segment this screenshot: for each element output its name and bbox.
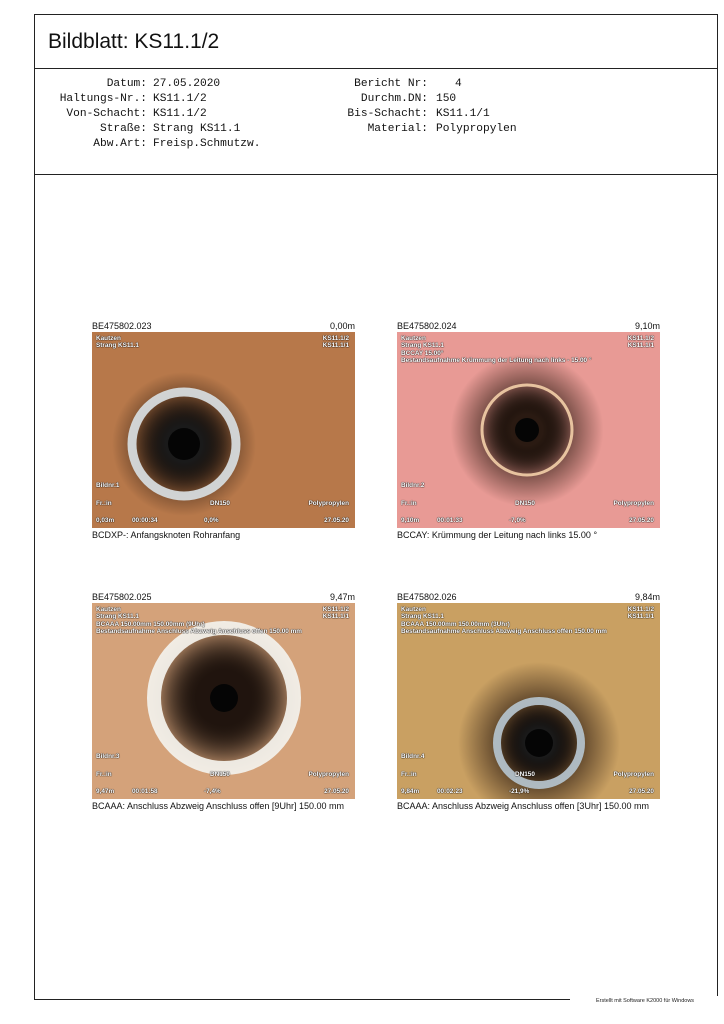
osd-bild: Bildnr.1 (96, 482, 120, 489)
osd-dn: DN150 (210, 771, 230, 778)
osd-dn: DN150 (515, 771, 535, 778)
pipe-vanishing-point (515, 418, 539, 442)
osd-tl: Kautzen Strang KS11.1 BCAAA 150.00mm 150.00mm (3Uhr) (401, 606, 510, 628)
inspection-photo[interactable] (397, 603, 660, 799)
datum-value: 27.05.2020 (153, 78, 221, 90)
osd-date: 27.05.20 (629, 517, 654, 524)
von-schacht-label: Von-Schacht: (66, 108, 147, 120)
pipe-photo-image (92, 332, 355, 528)
osd-date: 27.05.20 (324, 788, 349, 795)
osd-slope: -7,4% (204, 788, 221, 795)
photo-id: BE475802.025 (92, 592, 152, 602)
material-label: Material: (367, 123, 428, 135)
pipe-vanishing-point (168, 428, 200, 460)
osd-obs: Bestandsaufnahme Anschluss Abzweig Anschluss offen 150.00 mm (96, 628, 302, 636)
photo-block (92, 320, 355, 541)
info-row-material (35, 122, 428, 137)
photo-caption: BCAAA: Anschluss Abzweig Anschluss offen [9Uhr] 150.00 mm (92, 801, 344, 811)
osd-slope: -7,0% (509, 517, 526, 524)
bericht-value: 4 (455, 78, 462, 90)
info-row-bericht (35, 77, 428, 92)
photo-id: BE475802.026 (397, 592, 457, 602)
osd-slope: 0,0% (204, 517, 219, 524)
photo-block (397, 320, 660, 541)
material-value: Polypropylen (436, 123, 517, 135)
pipe-vanishing-point (525, 729, 553, 757)
info-block (35, 69, 717, 175)
osd-mat: Polypropylen (308, 771, 349, 778)
photo-caption: BCAAA: Anschluss Abzweig Anschluss offen [3Uhr] 150.00 mm (397, 801, 649, 811)
inspection-photo[interactable] (397, 332, 660, 528)
osd-slope: -21,9% (509, 788, 530, 795)
photo-header (92, 320, 355, 332)
photo-id: BE475802.023 (92, 321, 152, 331)
von-schacht-value: KS11.1/2 (153, 108, 207, 120)
osd-tr: KS11.1/2 KS11.1/1 (627, 606, 654, 621)
osd-time: 00:01:33 (437, 517, 463, 524)
osd-obs: Bestandsaufnahme Krümmung der Leitung nach links - 15.00 ° (401, 357, 592, 365)
software-footer: Erstellt mit Software K2000 für Windows (570, 996, 720, 1006)
abwart-value: Freisp.Schmutzw. (153, 138, 261, 150)
osd-tr: KS11.1/2 KS11.1/1 (627, 335, 654, 350)
abwart-label: Abw.Art: (93, 138, 147, 150)
osd-mat: Polypropylen (613, 771, 654, 778)
photo-header (397, 320, 660, 332)
datum-label: Datum: (106, 78, 147, 90)
osd-tr: KS11.1/2 KS11.1/1 (322, 606, 349, 621)
photo-position: 0,00m (329, 321, 355, 331)
haltung-label: Haltungs-Nr.: (59, 93, 147, 105)
info-row-bis-schacht (35, 107, 428, 122)
osd-dist: 9,47m (96, 788, 115, 795)
info-row-durchm (35, 92, 428, 107)
bis-schacht-value: KS11.1/1 (436, 108, 490, 120)
osd-date: 27.05.20 (629, 788, 654, 795)
osd-date: 27.05.20 (324, 517, 349, 524)
osd-fr: Fr.:in (96, 771, 112, 778)
photo-caption: BCDXP-: Anfangsknoten Rohranfang (92, 530, 241, 540)
inspection-photo[interactable] (92, 603, 355, 799)
info-row-abwart (35, 137, 147, 152)
osd-fr: Fr.:in (401, 771, 417, 778)
osd-tl: Kautzen Strang KS11.1 BCAAA 150.00mm 150.00mm (9Uhr) (96, 606, 205, 628)
page-title: Bildblatt: KS11.1/2 (48, 29, 220, 53)
pipe-vanishing-point (210, 684, 238, 712)
bericht-label: Bericht Nr: (354, 78, 428, 90)
osd-fr: Fr.:in (401, 500, 417, 507)
osd-dist: 9,84m (401, 788, 420, 795)
osd-bild: Bildnr.3 (96, 753, 120, 760)
strasse-label: Straße: (100, 123, 147, 135)
osd-mat: Polypropylen (308, 500, 349, 507)
photo-position: 9,84m (634, 592, 660, 602)
photo-header (397, 591, 660, 603)
osd-tl: Kautzen Strang KS11.1 BCCAY 15.00° (401, 335, 444, 357)
bis-schacht-label: Bis-Schacht: (347, 108, 428, 120)
osd-dist: 0,03m (96, 517, 115, 524)
photo-position: 9,10m (634, 321, 660, 331)
osd-fr: Fr.:in (96, 500, 112, 507)
osd-time: 00:02:23 (437, 788, 463, 795)
title-box (35, 15, 717, 69)
photo-position: 9,47m (329, 592, 355, 602)
osd-mat: Polypropylen (613, 500, 654, 507)
osd-bild: Bildnr.4 (401, 753, 425, 760)
photo-caption: BCCAY: Krümmung der Leitung nach links 15.00 ° (397, 530, 598, 540)
durchm-value: 150 (436, 93, 457, 105)
osd-time: 00:00:34 (132, 517, 158, 524)
osd-obs: Bestandsaufnahme Anschluss Abzweig Anschluss offen 150.00 mm (401, 628, 607, 636)
haltung-value: KS11.1/2 (153, 93, 207, 105)
osd-dist: 9,10m (401, 517, 420, 524)
osd-tr: KS11.1/2 KS11.1/1 (322, 335, 349, 350)
strasse-value: Strang KS11.1 (153, 123, 241, 135)
osd-dn: DN150 (210, 500, 230, 507)
photo-id: BE475802.024 (397, 321, 457, 331)
photo-block (397, 591, 660, 812)
inspection-photo[interactable] (92, 332, 355, 528)
osd-time: 00:01:58 (132, 788, 158, 795)
photo-header (92, 591, 355, 603)
osd-tl: Kautzen Strang KS11.1 (96, 335, 139, 350)
photo-block (92, 591, 355, 812)
durchm-label: Durchm.DN: (360, 93, 428, 105)
osd-dn: DN150 (515, 500, 535, 507)
osd-bild: Bildnr.2 (401, 482, 425, 489)
